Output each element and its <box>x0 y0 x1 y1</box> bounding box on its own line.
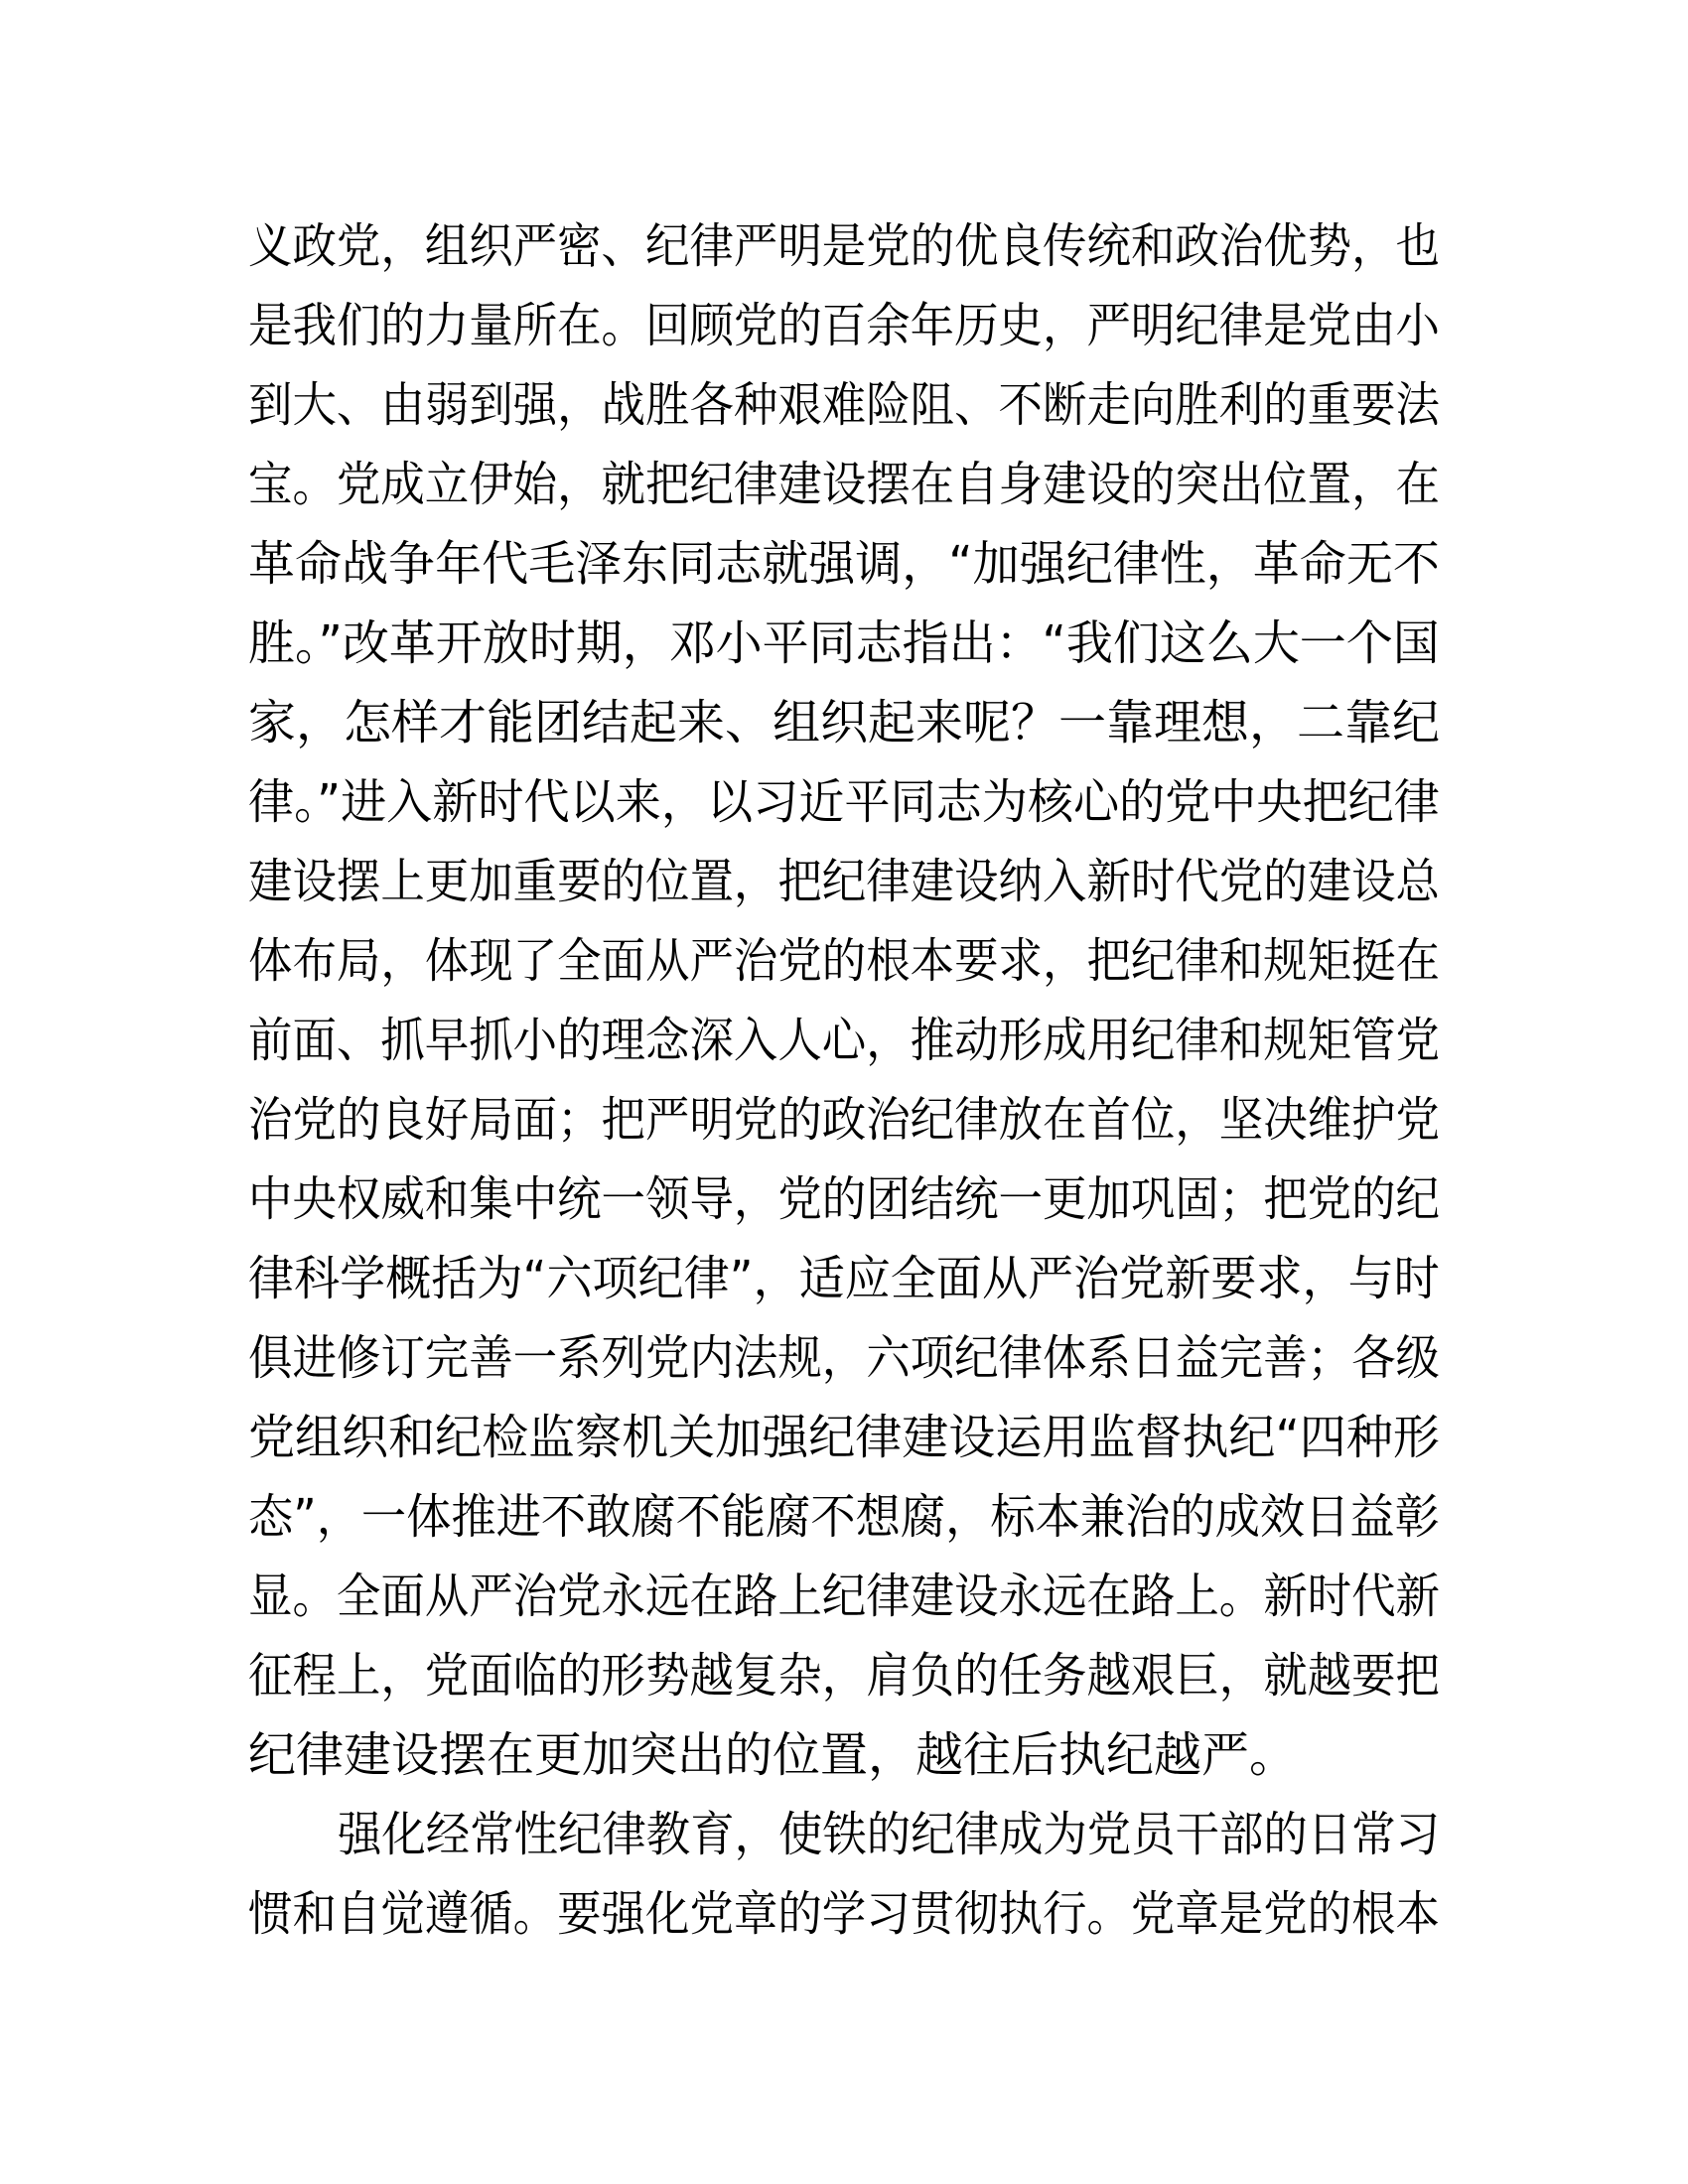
text-line: 家，怎样才能团结起来、组织起来呢？一靠理想，二靠纪 <box>248 695 1441 751</box>
text-line: 强化经常性纪律教育，使铁的纪律成为党员干部的日常习 <box>338 1807 1441 1862</box>
text-line: 前面、抓早抓小的理念深入人心，推动形成用纪律和规矩管党 <box>248 1013 1441 1068</box>
text-line: 义政党，组织严密、纪律严明是党的优良传统和政治优势，也 <box>248 218 1441 274</box>
text-line: 律科学概括为“六项纪律”，适应全面从严治党新要求，与时 <box>248 1251 1440 1306</box>
text-line: 态”，一体推进不敢腐不能腐不想腐，标本兼治的成效日益彰 <box>248 1489 1440 1545</box>
text-line: 治党的良好局面；把严明党的政治纪律放在首位，坚决维护党 <box>248 1092 1441 1148</box>
text-line: 征程上，党面临的形势越复杂，肩负的任务越艰巨，就越要把 <box>248 1648 1441 1704</box>
text-line: 惯和自觉遵循。要强化党章的学习贯彻执行。党章是党的根本 <box>248 1886 1441 1942</box>
text-line: 显。全面从严治党永远在路上纪律建设永远在路上。新时代新 <box>248 1569 1441 1624</box>
text-line: 俱进修订完善一系列党内法规，六项纪律体系日益完善；各级 <box>248 1330 1441 1386</box>
text-line: 宝。党成立伊始，就把纪律建设摆在自身建设的突出位置，在 <box>248 457 1441 512</box>
text-line: 革命战争年代毛泽东同志就强调，“加强纪律性，革命无不 <box>248 536 1440 592</box>
text-line: 到大、由弱到强，战胜各种艰难险阻、不断走向胜利的重要法 <box>248 377 1441 433</box>
text-line: 体布局，体现了全面从严治党的根本要求，把纪律和规矩挺在 <box>248 933 1441 989</box>
text-line: 是我们的力量所在。回顾党的百余年历史，严明纪律是党由小 <box>248 298 1441 353</box>
text-line: 建设摆上更加重要的位置，把纪律建设纳入新时代党的建设总 <box>248 854 1441 909</box>
text-line: 中央权威和集中统一领导，党的团结统一更加巩固；把党的纪 <box>248 1171 1441 1227</box>
text-line: 纪律建设摆在更加突出的位置，越往后执纪越严。 <box>248 1727 1298 1783</box>
text-line: 党组织和纪检监察机关加强纪律建设运用监督执纪“四种形 <box>248 1410 1440 1465</box>
text-line: 胜。”改革开放时期，邓小平同志指出：“我们这么大一个国 <box>248 615 1440 671</box>
text-line: 律。”进入新时代以来，以习近平同志为核心的党中央把纪律 <box>248 774 1440 830</box>
